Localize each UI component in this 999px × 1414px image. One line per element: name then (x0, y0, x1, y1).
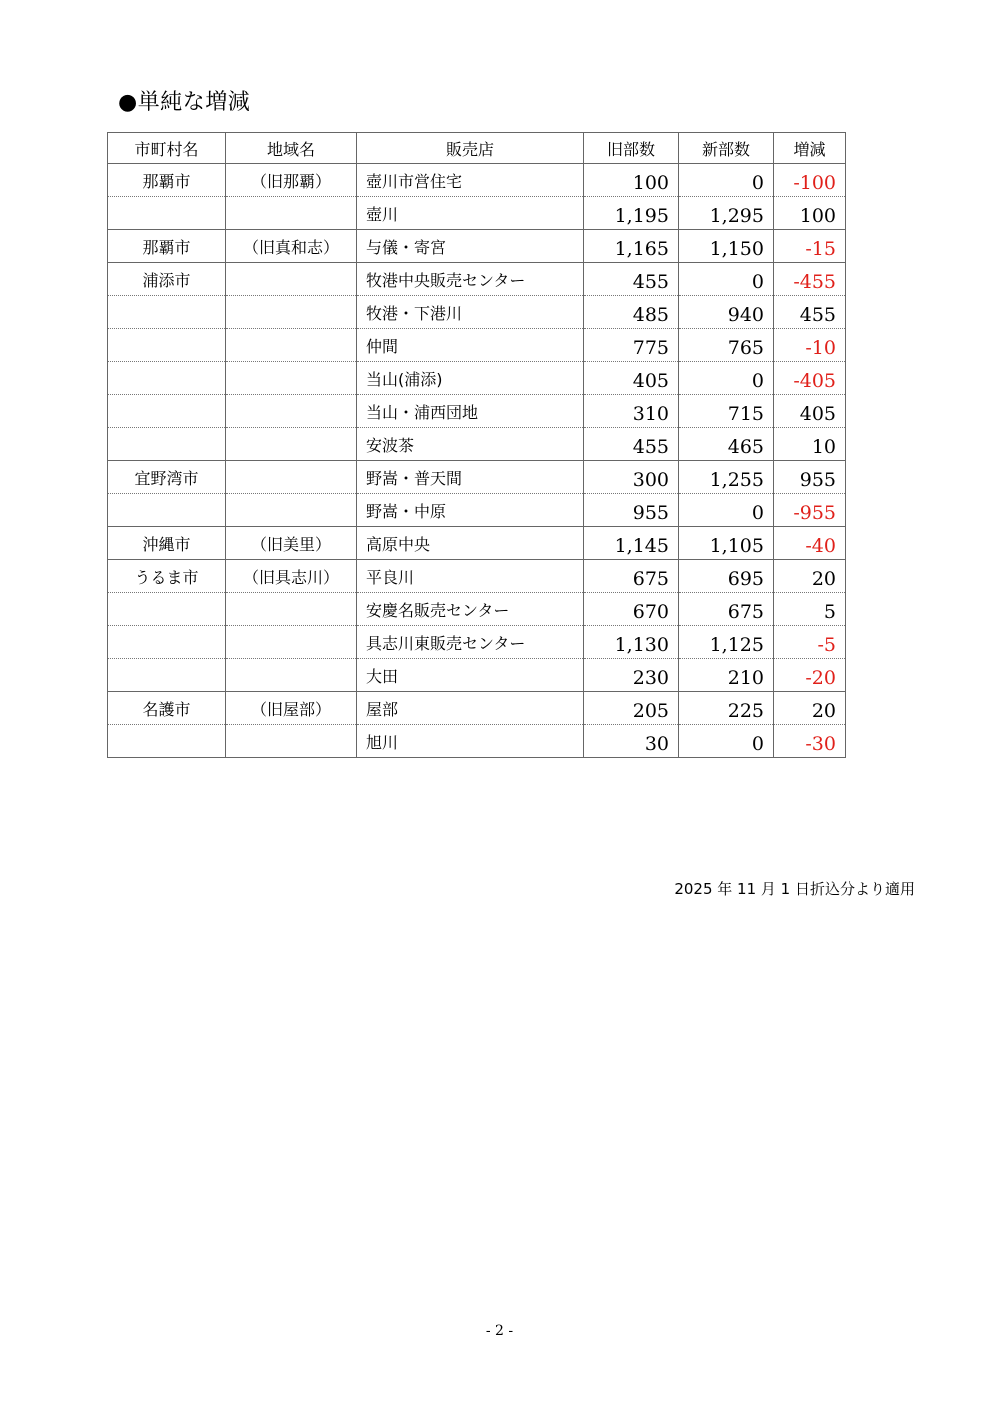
sales-table (107, 132, 846, 758)
header-store: 販売店 (357, 133, 584, 164)
cell-region (226, 626, 357, 659)
cell-new-count: 1,125 (679, 626, 774, 659)
table-row (108, 527, 846, 560)
cell-store: 野嵩・中原 (357, 494, 584, 527)
cell-city: 那覇市 (108, 230, 226, 263)
cell-new-count: 675 (679, 593, 774, 626)
cell-region (226, 725, 357, 758)
table-row (108, 230, 846, 263)
cell-old-count: 955 (584, 494, 679, 527)
cell-region: （旧美里） (226, 527, 357, 560)
table-row (108, 593, 846, 626)
table-row (108, 164, 846, 197)
cell-region (226, 395, 357, 428)
effective-date-note: 2025 年 11 月 1 日折込分より適用 (674, 880, 915, 898)
cell-new-count: 1,255 (679, 461, 774, 494)
header-region: 地域名 (226, 133, 357, 164)
table-header-row (108, 133, 846, 164)
cell-store: 平良川 (357, 560, 584, 593)
cell-old-count: 310 (584, 395, 679, 428)
header-old-count: 旧部数 (584, 133, 679, 164)
cell-new-count: 1,105 (679, 527, 774, 560)
header-new-count: 新部数 (679, 133, 774, 164)
cell-store: 旭川 (357, 725, 584, 758)
header-change: 増減 (774, 133, 846, 164)
cell-old-count: 675 (584, 560, 679, 593)
cell-city: 浦添市 (108, 263, 226, 296)
cell-new-count: 1,150 (679, 230, 774, 263)
cell-store: 野嵩・普天間 (357, 461, 584, 494)
cell-new-count: 225 (679, 692, 774, 725)
cell-new-count: 695 (679, 560, 774, 593)
cell-city (108, 725, 226, 758)
table-body (108, 164, 846, 758)
cell-region (226, 428, 357, 461)
cell-change: 5 (774, 593, 846, 626)
cell-old-count: 1,130 (584, 626, 679, 659)
cell-store: 当山(浦添) (357, 362, 584, 395)
cell-region (226, 197, 357, 230)
cell-old-count: 405 (584, 362, 679, 395)
cell-store: 安波茶 (357, 428, 584, 461)
cell-change: 955 (774, 461, 846, 494)
page-number: - 2 - (485, 1323, 514, 1339)
cell-city: 沖縄市 (108, 527, 226, 560)
cell-city (108, 362, 226, 395)
cell-store: 壺川 (357, 197, 584, 230)
cell-store: 牧港中央販売センター (357, 263, 584, 296)
cell-store: 仲間 (357, 329, 584, 362)
cell-change: 20 (774, 692, 846, 725)
cell-city: 名護市 (108, 692, 226, 725)
cell-region (226, 461, 357, 494)
cell-change: 405 (774, 395, 846, 428)
cell-old-count: 455 (584, 428, 679, 461)
cell-change: -20 (774, 659, 846, 692)
cell-region (226, 593, 357, 626)
table-row (108, 725, 846, 758)
cell-region: （旧屋部） (226, 692, 357, 725)
cell-city (108, 395, 226, 428)
cell-region (226, 296, 357, 329)
cell-change: -100 (774, 164, 846, 197)
cell-new-count: 465 (679, 428, 774, 461)
cell-old-count: 1,145 (584, 527, 679, 560)
cell-new-count: 0 (679, 362, 774, 395)
cell-city (108, 494, 226, 527)
table-row (108, 659, 846, 692)
cell-new-count: 0 (679, 263, 774, 296)
cell-region: （旧具志川） (226, 560, 357, 593)
cell-change: -405 (774, 362, 846, 395)
cell-city (108, 659, 226, 692)
cell-city (108, 296, 226, 329)
section-heading: ●単純な増減 (118, 90, 251, 115)
cell-city: 宜野湾市 (108, 461, 226, 494)
cell-change: 100 (774, 197, 846, 230)
cell-new-count: 765 (679, 329, 774, 362)
cell-change: -10 (774, 329, 846, 362)
cell-change: 455 (774, 296, 846, 329)
cell-new-count: 210 (679, 659, 774, 692)
cell-region (226, 659, 357, 692)
cell-new-count: 0 (679, 164, 774, 197)
cell-region (226, 329, 357, 362)
cell-old-count: 1,165 (584, 230, 679, 263)
header-city: 市町村名 (108, 133, 226, 164)
table-row (108, 329, 846, 362)
table-row (108, 395, 846, 428)
cell-store: 大田 (357, 659, 584, 692)
cell-change: -30 (774, 725, 846, 758)
cell-change: -15 (774, 230, 846, 263)
cell-old-count: 1,195 (584, 197, 679, 230)
cell-store: 高原中央 (357, 527, 584, 560)
cell-city (108, 197, 226, 230)
table-row (108, 461, 846, 494)
cell-store: 牧港・下港川 (357, 296, 584, 329)
cell-city (108, 428, 226, 461)
table-row (108, 197, 846, 230)
cell-change: 10 (774, 428, 846, 461)
cell-store: 与儀・寄宮 (357, 230, 584, 263)
cell-store: 壺川市営住宅 (357, 164, 584, 197)
cell-store: 当山・浦西団地 (357, 395, 584, 428)
table-row (108, 494, 846, 527)
cell-new-count: 940 (679, 296, 774, 329)
table-row (108, 692, 846, 725)
cell-region (226, 263, 357, 296)
table-row (108, 626, 846, 659)
cell-old-count: 205 (584, 692, 679, 725)
cell-store: 安慶名販売センター (357, 593, 584, 626)
cell-change: -955 (774, 494, 846, 527)
table-row (108, 263, 846, 296)
cell-old-count: 670 (584, 593, 679, 626)
cell-city (108, 593, 226, 626)
cell-change: -455 (774, 263, 846, 296)
cell-city (108, 626, 226, 659)
table-row (108, 362, 846, 395)
cell-new-count: 1,295 (679, 197, 774, 230)
cell-region (226, 362, 357, 395)
cell-new-count: 0 (679, 725, 774, 758)
cell-old-count: 775 (584, 329, 679, 362)
table-row (108, 560, 846, 593)
cell-city: うるま市 (108, 560, 226, 593)
cell-old-count: 300 (584, 461, 679, 494)
cell-change: 20 (774, 560, 846, 593)
cell-change: -5 (774, 626, 846, 659)
cell-city: 那覇市 (108, 164, 226, 197)
cell-region: （旧真和志） (226, 230, 357, 263)
cell-new-count: 0 (679, 494, 774, 527)
cell-region: （旧那覇） (226, 164, 357, 197)
cell-old-count: 100 (584, 164, 679, 197)
cell-change: -40 (774, 527, 846, 560)
cell-store: 具志川東販売センター (357, 626, 584, 659)
cell-old-count: 230 (584, 659, 679, 692)
cell-old-count: 30 (584, 725, 679, 758)
cell-new-count: 715 (679, 395, 774, 428)
table-row (108, 296, 846, 329)
table-row (108, 428, 846, 461)
cell-store: 屋部 (357, 692, 584, 725)
cell-old-count: 485 (584, 296, 679, 329)
cell-city (108, 329, 226, 362)
cell-old-count: 455 (584, 263, 679, 296)
cell-region (226, 494, 357, 527)
